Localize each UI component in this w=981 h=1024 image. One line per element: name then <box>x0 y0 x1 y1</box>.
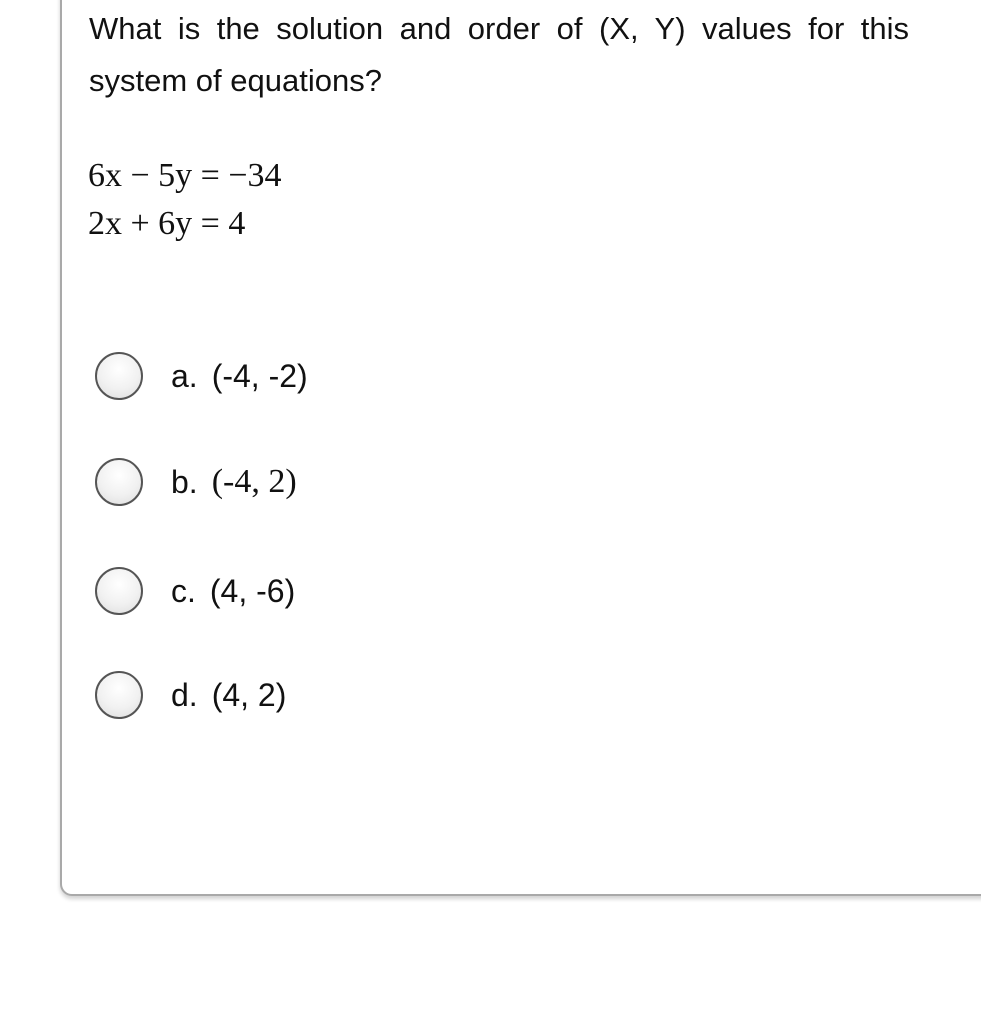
radio-button-d[interactable] <box>95 671 143 719</box>
radio-button-a[interactable] <box>95 352 143 400</box>
question-text: What is the solution and order of (X, Y) values for this system of equations? <box>89 11 909 98</box>
option-c-text: (4, -6) <box>209 572 296 609</box>
option-b[interactable] <box>95 456 297 508</box>
question-card <box>60 0 981 896</box>
option-a-text: (-4, -2) <box>211 357 308 394</box>
option-a[interactable] <box>95 350 308 402</box>
option-a-letter: a. <box>171 357 198 394</box>
option-d-letter: d. <box>171 676 198 713</box>
option-d-text: (4, 2) <box>211 676 287 713</box>
option-c-letter: c. <box>171 572 196 609</box>
option-c[interactable] <box>95 565 295 617</box>
radio-button-b[interactable] <box>95 458 143 506</box>
equation-1: 6x − 5y = −34 <box>88 157 282 194</box>
equation-system <box>88 152 282 248</box>
radio-button-c[interactable] <box>95 567 143 615</box>
option-b-text: (-4, 2) <box>211 463 297 500</box>
option-b-letter: b. <box>171 463 198 500</box>
option-d[interactable] <box>95 669 286 721</box>
equation-2: 2x + 6y = 4 <box>88 205 246 242</box>
